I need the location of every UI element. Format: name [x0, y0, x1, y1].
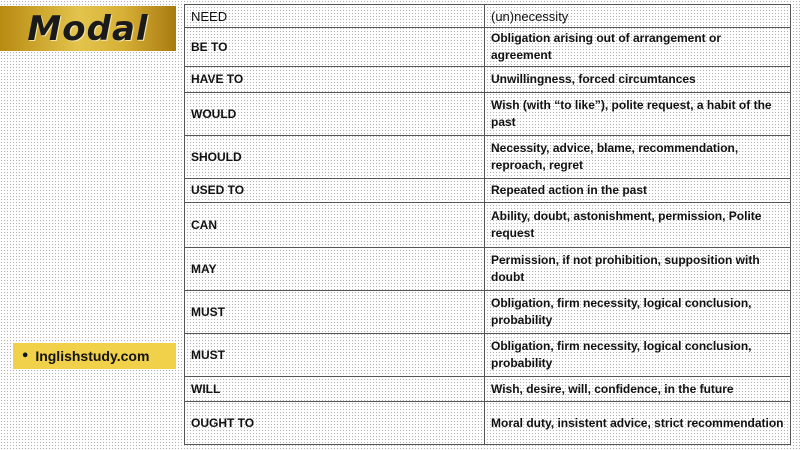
table-header-row: [185, 5, 791, 28]
table-row: [185, 402, 791, 445]
table-row: [185, 248, 791, 291]
meaning-cell: Wish, desire, will, confidence, in the future: [485, 377, 791, 401]
modal-cell: OUGHT TO: [185, 402, 485, 444]
modal-cell: BE TO: [185, 28, 485, 66]
meaning-cell: Obligation arising out of arrangement or agreement: [485, 28, 791, 66]
table-row: [185, 179, 791, 203]
modal-cell: WOULD: [185, 93, 485, 135]
site-name: Inglishstudy.com: [35, 348, 150, 364]
meaning-cell: Ability, doubt, astonishment, permission, Polite request: [485, 203, 791, 247]
modal-cell: HAVE TO: [185, 67, 485, 92]
meaning-cell: Permission, if not prohibition, supposition with doubt: [485, 248, 791, 290]
header-right: (un)necessity: [485, 5, 791, 27]
table-row: [185, 291, 791, 334]
modal-table: [184, 4, 791, 445]
page-title: Modal: [27, 8, 149, 49]
table-row: [185, 377, 791, 402]
modal-cell: WILL: [185, 377, 485, 401]
table-row: [185, 334, 791, 377]
meaning-cell: Repeated action in the past: [485, 179, 791, 202]
modal-cell: MUST: [185, 334, 485, 376]
meaning-cell: Wish (with “to like”), polite request, a habit of the past: [485, 93, 791, 135]
site-badge: [13, 343, 176, 369]
meaning-cell: Unwillingness, forced circumtances: [485, 67, 791, 92]
meaning-cell: Necessity, advice, blame, recommendation, reproach, regret: [485, 136, 791, 178]
meaning-cell: Moral duty, insistent advice, strict recommendation: [485, 402, 791, 444]
title-banner: [0, 6, 176, 51]
meaning-cell: Obligation, firm necessity, logical conclusion, probability: [485, 291, 791, 333]
table-row: [185, 28, 791, 67]
modal-cell: MUST: [185, 291, 485, 333]
bullet-icon: •: [21, 348, 30, 364]
table-row: [185, 203, 791, 248]
modal-cell: USED TO: [185, 179, 485, 202]
modal-cell: SHOULD: [185, 136, 485, 178]
header-left: NEED: [185, 5, 485, 27]
meaning-cell: Obligation, firm necessity, logical conclusion, probability: [485, 334, 791, 376]
table-row: [185, 136, 791, 179]
modal-cell: MAY: [185, 248, 485, 290]
table-row: [185, 67, 791, 93]
table-row: [185, 93, 791, 136]
modal-cell: CAN: [185, 203, 485, 247]
